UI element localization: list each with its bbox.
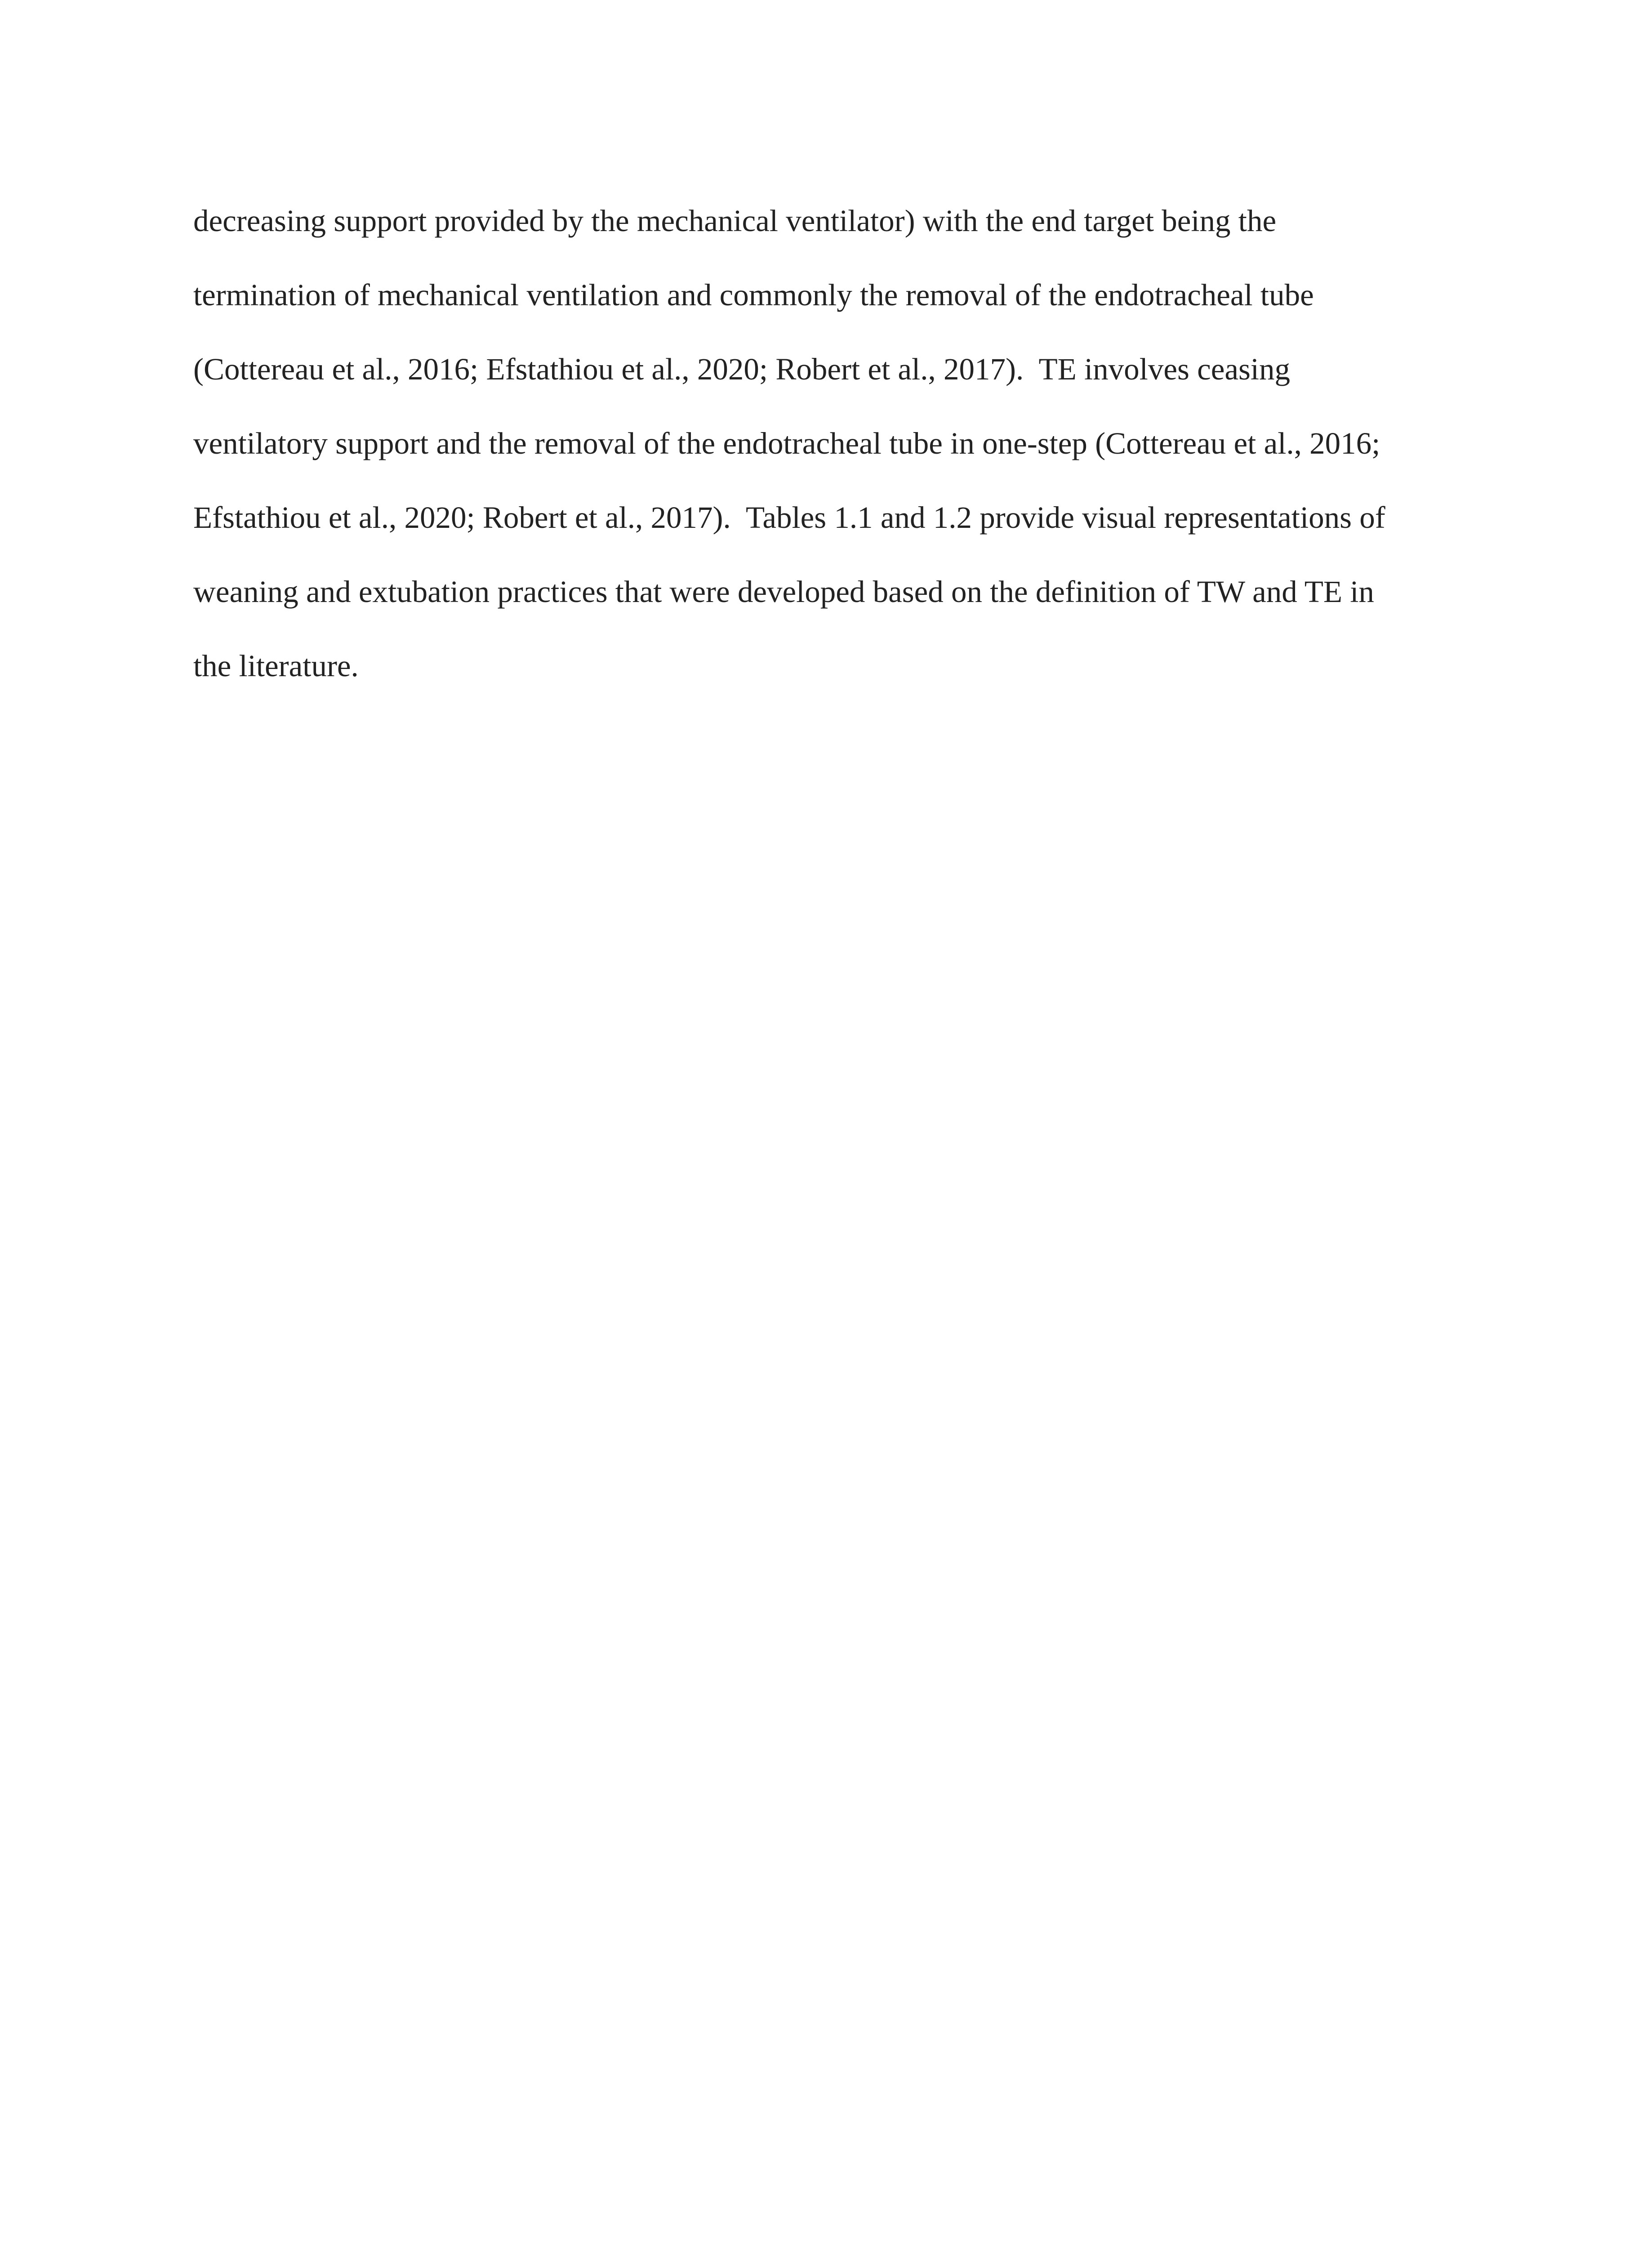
body-paragraph: [193, 196, 1497, 715]
paragraph-line: weaning and extubation practices that were developed based on the definition of TW and TE in: [193, 575, 1374, 609]
paragraph-line: decreasing support provided by the mechanical ventilator) with the end target being the: [193, 204, 1277, 238]
paragraph-line: the literature.: [193, 649, 359, 683]
paragraph-line: termination of mechanical ventilation and commonly the removal of the endotracheal tube: [193, 278, 1314, 312]
paragraph-line: Efstathiou et al., 2020; Robert et al., 2017). Tables 1.1 and 1.2 provide visual representations of: [193, 500, 1385, 535]
paragraph-line: ventilatory support and the removal of the endotracheal tube in one-step (Cottereau et al., 2016;: [193, 426, 1380, 460]
paragraph-line: (Cottereau et al., 2016; Efstathiou et al., 2020; Robert et al., 2017). TE involves ceasing: [193, 352, 1290, 386]
